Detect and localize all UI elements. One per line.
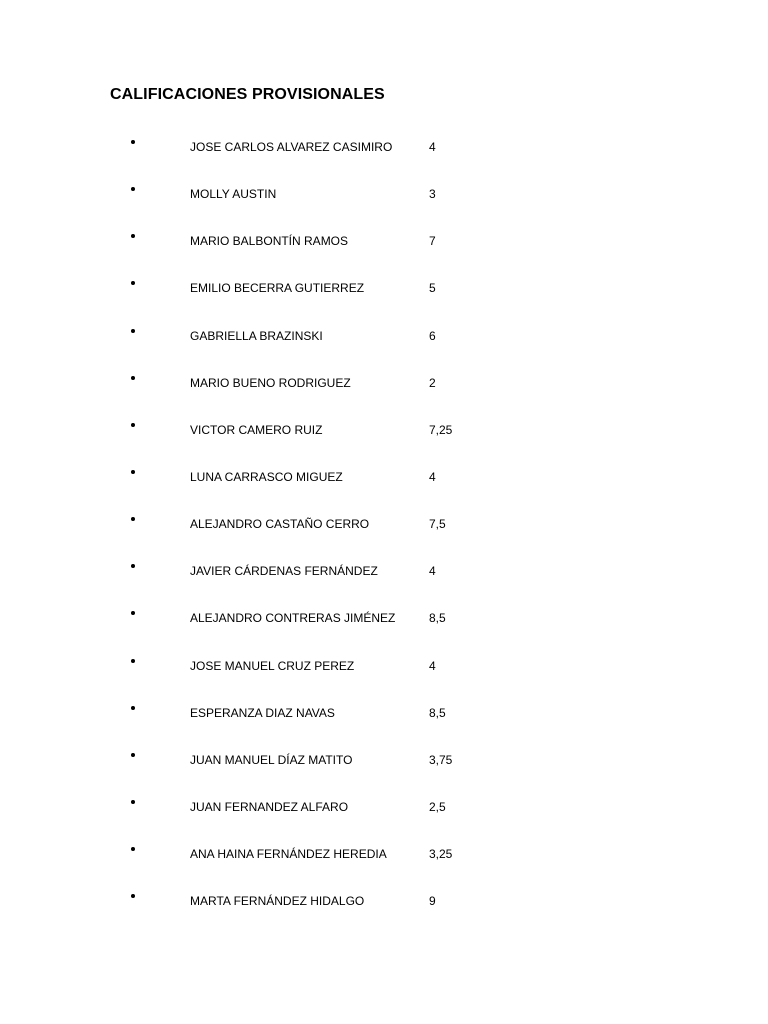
list-item: [0, 689, 768, 736]
student-name: JAVIER CÁRDENAS FERNÁNDEZ: [190, 564, 378, 579]
student-name: ESPERANZA DIAZ NAVAS: [190, 705, 335, 720]
list-item: [0, 170, 768, 217]
student-grade: 7,5: [429, 517, 446, 532]
student-name: JUAN MANUEL DÍAZ MATITO: [190, 752, 353, 767]
list-item: [0, 783, 768, 830]
list-item: [0, 359, 768, 406]
student-name: MARIO BALBONTÍN RAMOS: [190, 234, 349, 249]
student-name: MOLLY AUSTIN: [190, 187, 277, 202]
student-grade: 4: [429, 469, 436, 484]
bullet-icon: [131, 376, 135, 380]
bullet-icon: [131, 564, 135, 568]
student-grade: 2: [429, 375, 436, 390]
list-item: [0, 453, 768, 500]
bullet-icon: [131, 847, 135, 851]
student-grade: 4: [429, 658, 436, 673]
student-grade: 4: [429, 140, 436, 154]
list-item: [0, 830, 768, 877]
bullet-icon: [131, 659, 135, 663]
list-item: [0, 264, 768, 311]
bullet-icon: [131, 234, 135, 238]
student-name: ALEJANDRO CASTAÑO CERRO: [190, 517, 370, 532]
student-grade: 9: [429, 894, 436, 909]
list-item: [0, 877, 768, 924]
bullet-icon: [131, 517, 135, 521]
student-name: JOSE CARLOS ALVAREZ CASIMIRO: [190, 140, 393, 154]
student-grade: 3: [429, 187, 436, 202]
bullet-icon: [131, 281, 135, 285]
bullet-icon: [131, 187, 135, 191]
list-item: [0, 312, 768, 359]
list-item: [0, 594, 768, 641]
student-name: JOSE MANUEL CRUZ PEREZ: [190, 658, 355, 673]
bullet-icon: [131, 894, 135, 898]
student-grade: 8,5: [429, 705, 446, 720]
student-name: ALEJANDRO CONTRERAS JIMÉNEZ: [190, 611, 396, 626]
page-title: CALIFICACIONES PROVISIONALES: [110, 86, 385, 103]
bullet-icon: [131, 706, 135, 710]
student-name: EMILIO BECERRA GUTIERREZ: [190, 281, 365, 296]
bullet-icon: [131, 753, 135, 757]
bullet-icon: [131, 470, 135, 474]
bullet-icon: [131, 423, 135, 427]
student-name: LUNA CARRASCO MIGUEZ: [190, 469, 343, 484]
student-name: MARIO BUENO RODRIGUEZ: [190, 375, 351, 390]
student-grade: 3,25: [429, 847, 453, 862]
bullet-icon: [131, 140, 135, 144]
list-item: [0, 123, 768, 170]
student-name: GABRIELLA BRAZINSKI: [190, 328, 323, 343]
student-grade: 6: [429, 328, 436, 343]
grades-list: [0, 123, 768, 924]
student-name: ANA HAINA FERNÁNDEZ HEREDIA: [190, 847, 387, 862]
student-name: VICTOR CAMERO RUIZ: [190, 422, 323, 437]
student-grade: 5: [429, 281, 436, 296]
student-name: MARTA FERNÁNDEZ HIDALGO: [190, 894, 365, 909]
student-grade: 7,25: [429, 422, 453, 437]
student-grade: 8,5: [429, 611, 446, 626]
bullet-icon: [131, 800, 135, 804]
bullet-icon: [131, 611, 135, 615]
list-item: [0, 642, 768, 689]
list-item: [0, 736, 768, 783]
list-item: [0, 500, 768, 547]
list-item: [0, 547, 768, 594]
student-grade: 3,75: [429, 752, 453, 767]
student-grade: 2,5: [429, 799, 446, 814]
list-item: [0, 406, 768, 453]
bullet-icon: [131, 329, 135, 333]
student-grade: 4: [429, 564, 436, 579]
list-item: [0, 217, 768, 264]
student-grade: 7: [429, 234, 436, 249]
student-name: JUAN FERNANDEZ ALFARO: [190, 799, 349, 814]
